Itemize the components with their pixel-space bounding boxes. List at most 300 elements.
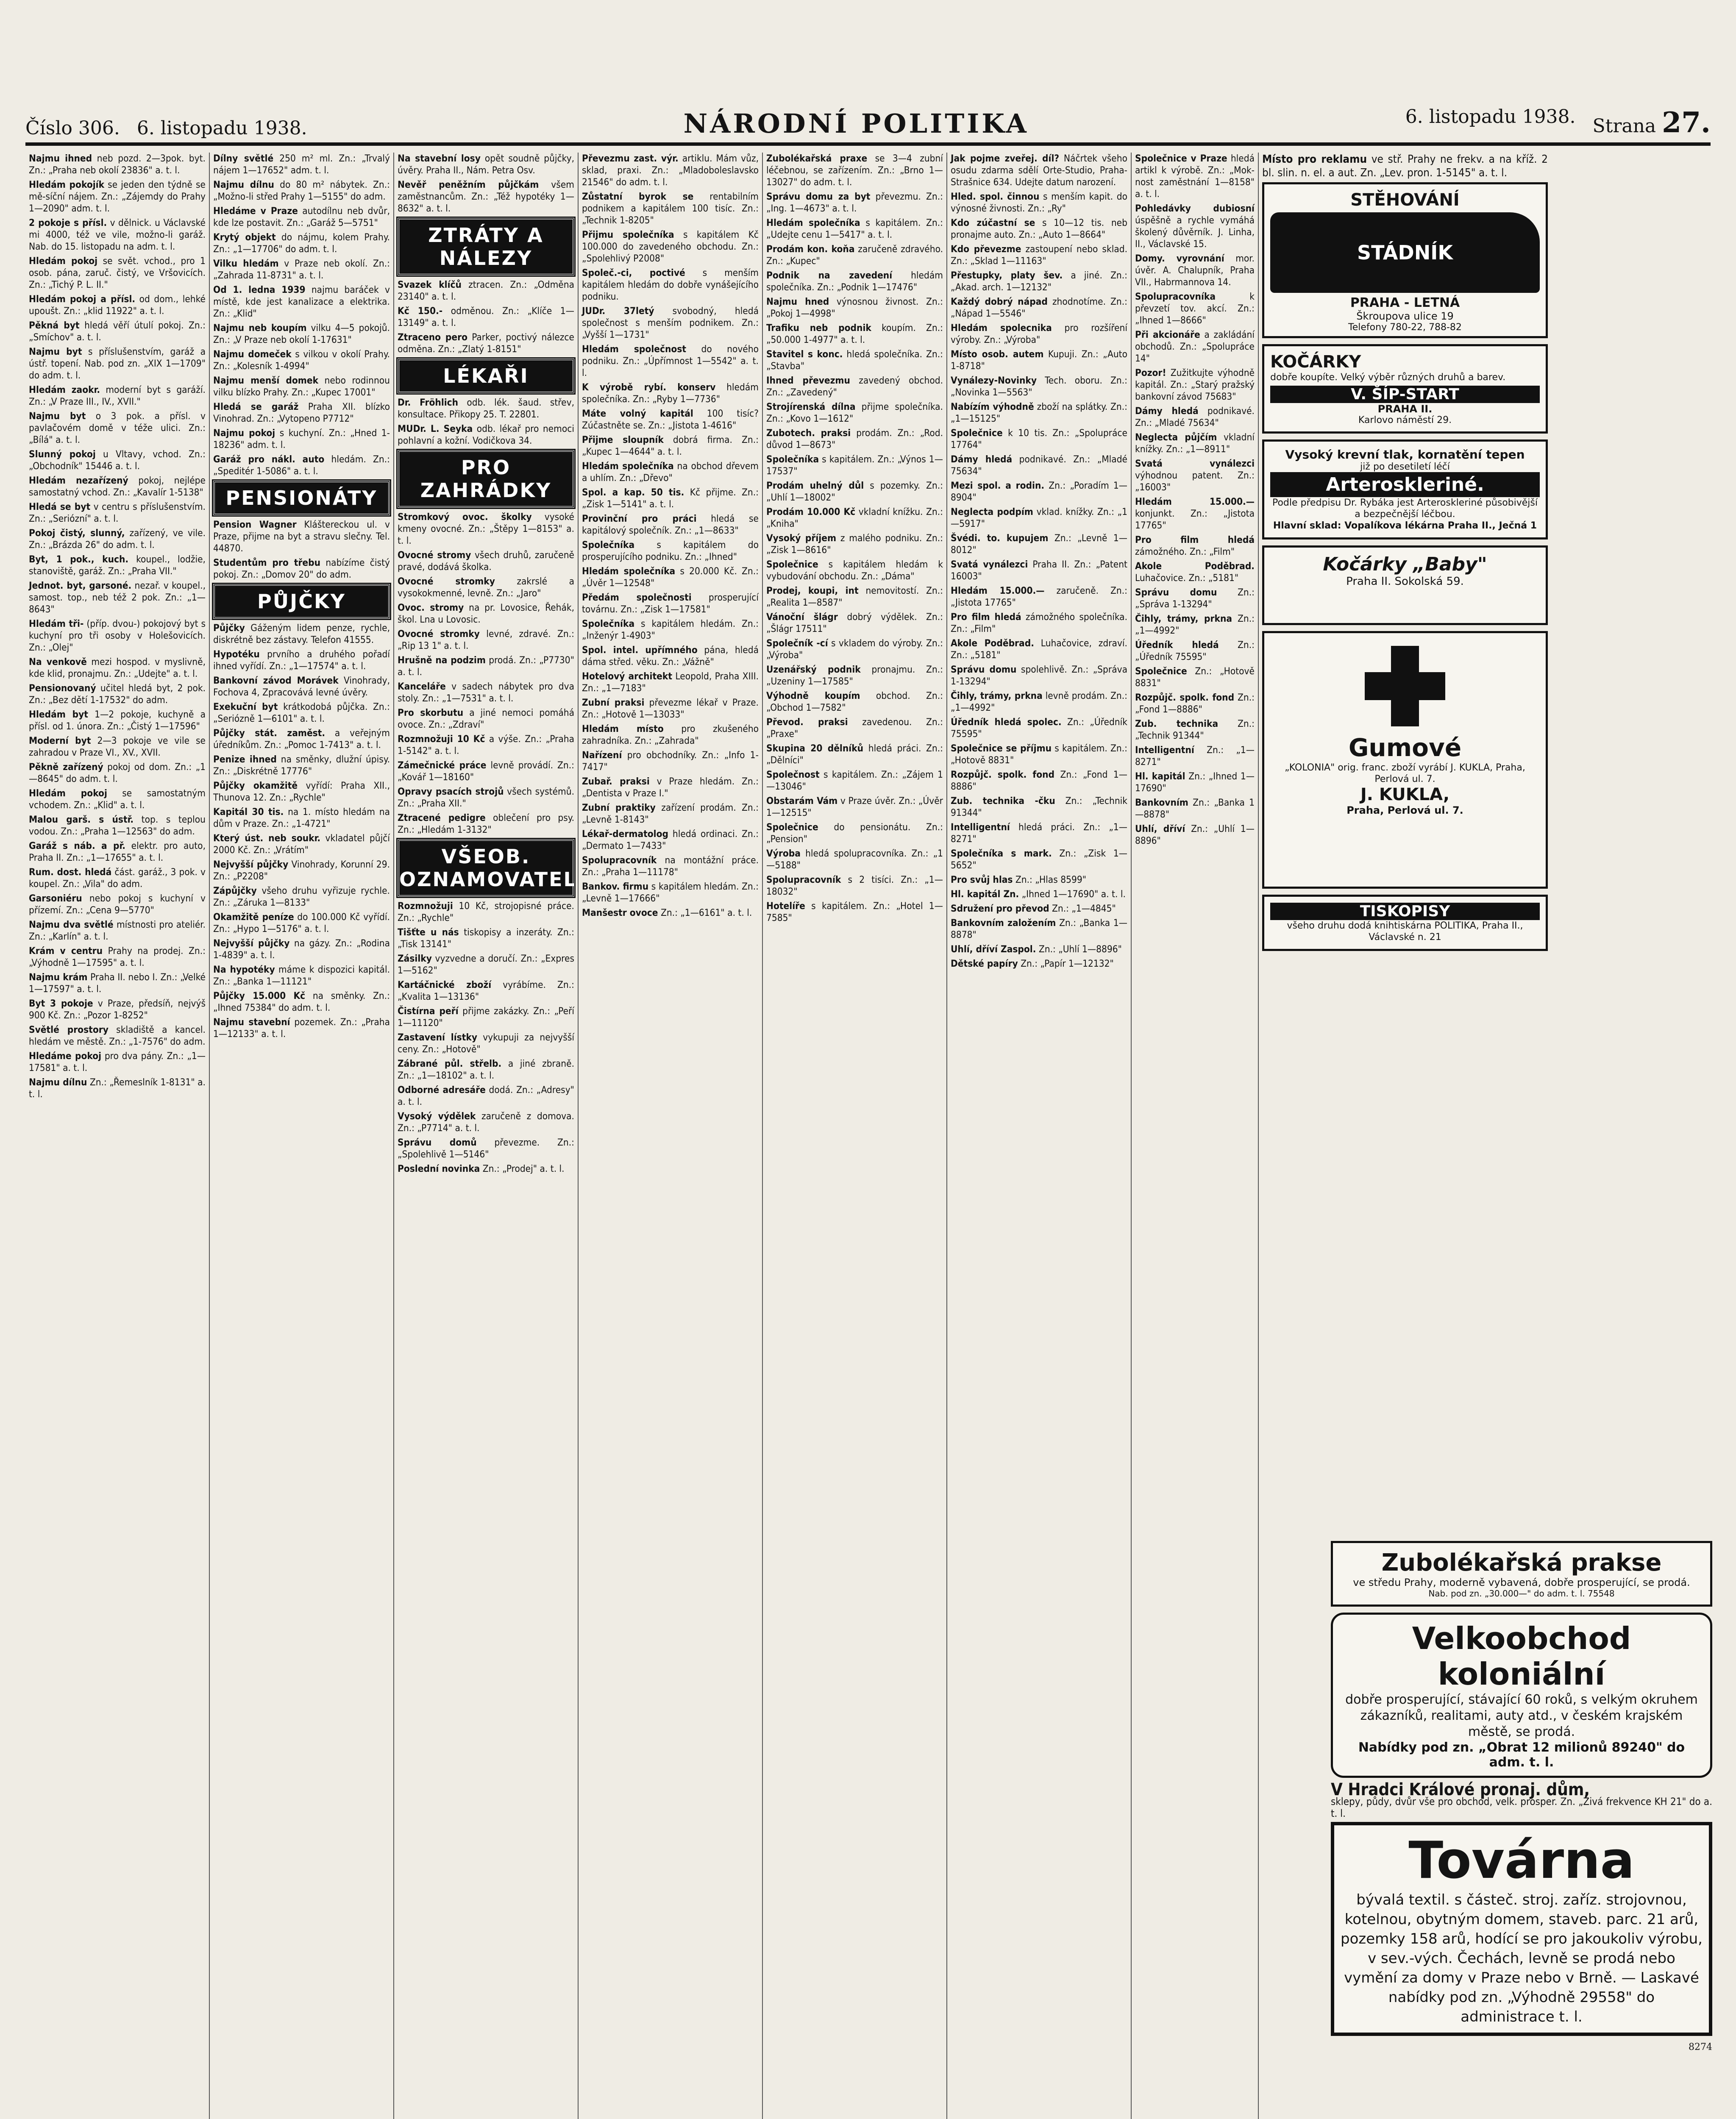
ad-text: Zn.: „Banka 1—8878" <box>951 918 1127 940</box>
ad-stehovani: STĚHOVÁNÍ STÁDNÍK PRAHA - LETNÁ Škroupova ulice 19 Telefony 780-22, 788-82 <box>1262 182 1548 338</box>
ad-text: Luhačovice, zdraví. Zn.: „5181" <box>951 638 1127 661</box>
classified-ad <box>213 806 390 830</box>
ad-headline: Společnice se příjmu <box>951 743 1052 754</box>
ad-headline: Společnost <box>766 769 820 780</box>
classified-ad <box>582 592 759 615</box>
classified-ad <box>398 1005 574 1029</box>
classified-ad <box>951 769 1127 793</box>
classified-ad <box>213 832 390 856</box>
ad-headline: Společnice <box>951 428 1003 439</box>
classified-ad <box>29 346 206 381</box>
ad-text: najmu baráček v místě, kde jest kanalizace a elektrika. Zn.: „Klid" <box>213 284 390 319</box>
ad-headline: Hledá se byt <box>29 501 91 512</box>
classified-ad <box>951 690 1127 714</box>
ad-headline: Hledám společníka <box>766 217 860 228</box>
classified-ad <box>1135 718 1255 742</box>
classified-ad <box>582 828 759 852</box>
classified-ad <box>951 958 1127 970</box>
ad-headline: Prodej, koupi, int <box>766 585 859 596</box>
classified-ad <box>213 1016 390 1040</box>
ad-headline: Bankov. firmu <box>582 881 649 892</box>
classified-ad <box>1135 665 1255 689</box>
ad-headline: Najmu hned <box>766 296 829 307</box>
classified-ad <box>398 926 574 950</box>
ad-text: Prahy na prodej. Zn.: „Výhodně 1—17595" a. t. l. <box>29 945 206 968</box>
classified-ad <box>398 279 574 303</box>
classified-ad <box>951 191 1127 214</box>
ad-text: dodá. Zn.: „Adresy" a. t. l. <box>398 1085 574 1107</box>
ad-text: a jiné. Zn.: „Akad. arch. 1—12132" <box>951 270 1128 293</box>
ad-text: převezme. Zn.: „Spolehlivě 1—5146" <box>398 1137 574 1160</box>
ad-text: do pensionátu. Zn.: „Pension" <box>766 822 943 845</box>
ad-headline: Akole Poděbrad. <box>951 638 1034 649</box>
classified-ad <box>29 893 206 916</box>
ad-text: s kapitálem hledám. Zn.: „Inženýr 1-4903" <box>582 618 759 641</box>
ad-text: odměnou. Zn.: „Klíče 1—13149" a. t. l. <box>398 306 575 328</box>
ad-headline: Byt 3 pokoje <box>29 998 93 1009</box>
classified-ad <box>398 1163 574 1175</box>
ad-text: vilku 4—5 pokojů. Zn.: „V Praze neb okolí 1-17631" <box>213 323 390 345</box>
ad-headline: Poslední novinka <box>398 1163 480 1174</box>
ad-text: na směnky, dlužní úpisy. Zn.: „Diskrétně 17776" <box>213 754 390 777</box>
ad-text: vkladní knížky. Zn.: „1—8911" <box>1135 432 1255 455</box>
classified-ad <box>213 375 390 398</box>
ad-headline: Zápůjčky <box>213 885 257 896</box>
ad-text: Zn.: „1—6161" a. t. l. <box>660 907 752 918</box>
ad-headline: Ztraceno pero <box>398 332 467 343</box>
ad-headline: Společníka <box>582 618 635 629</box>
issue-date-left: 6. listopadu 1938. <box>136 117 307 139</box>
ad-headline: Uhlí, dříví <box>1135 823 1185 834</box>
classified-ad <box>398 305 574 329</box>
ad-text: top. s teplou vodou. Zn.: „Praha 1—12563" do adm. <box>29 814 206 837</box>
classified-ad <box>582 618 759 642</box>
classified-ad <box>398 153 574 176</box>
ad-text: z malého podniku. Zn.: „Zisk 1—8616" <box>766 533 943 556</box>
ad-headline: Půjčky stát. zaměst. <box>213 728 326 739</box>
classified-ad <box>951 611 1127 635</box>
classified-ad <box>398 786 574 809</box>
section-heading: PENSIONÁTY <box>213 481 390 515</box>
ad-headline: Čistírna peří <box>398 1006 459 1017</box>
ad-headline: Kdo převezme <box>951 244 1021 255</box>
ad-headline: Pro skorbutu <box>398 707 464 718</box>
classified-ad <box>951 585 1127 609</box>
ad-text: pokoj, nejlépe samostatný vchod. Zn.: „Kavalír 1-5138" <box>29 475 206 498</box>
classified-ad <box>951 217 1127 241</box>
ad-text: zhodnotíme. Zn.: „Nápad 1—5546" <box>951 296 1127 319</box>
classified-ad <box>398 759 574 783</box>
ad-text: zařízení prodám. Zn.: „Levně 1-8143" <box>582 802 759 825</box>
classified-ad <box>951 637 1127 661</box>
classified-ad <box>398 681 574 704</box>
ad-text: s kapitálem hledám. Zn.: „Levně 1—17666" <box>582 881 759 904</box>
classified-ad <box>398 331 574 355</box>
ad-headline: Dr. Fröhlich <box>398 397 459 408</box>
classified-ad <box>29 1076 206 1100</box>
ad-headline: Světlé prostory <box>29 1024 108 1035</box>
ad-text: převezmu. Zn.: „Ing. 1—4673" a. t. l. <box>766 191 943 214</box>
ad-text: Zn.: „Technik 91344" <box>1135 718 1255 741</box>
ad-text: ztracen. Zn.: „Odměna 23140" a. t. l. <box>398 279 574 302</box>
ad-headline: Nevěř peněžním půjčkám <box>398 179 539 190</box>
classified-ad <box>582 229 759 264</box>
ad-text: hledá artikl k výrobě. Zn.: „Mok-nost zaměstnání 1—8158" a. t. l. <box>1135 153 1255 200</box>
ad-text: pro dva pány. Zn.: „1—17581" a. t. l. <box>29 1051 206 1073</box>
ad-headline: Dámy hledá <box>951 454 1013 465</box>
classified-ad <box>213 727 390 751</box>
ad-text: k 10 tis. Zn.: „Spolupráce 17764" <box>951 428 1127 450</box>
ad-headline: Zub. technika -čku <box>951 795 1055 806</box>
ad-text: Parker, poctivý nálezce odměna. Zn.: „Zlatý 1-8151" <box>398 332 575 355</box>
ad-text: vklad. knížky. Zn.: „1—5917" <box>951 506 1127 529</box>
ad-headline: Hledám nezařízený <box>29 475 128 486</box>
ad-text: tiskopisy a inzeráty. Zn.: „Tisk 13141" <box>398 927 574 950</box>
ad-text: vyrábíme. Zn.: „Kvalita 1—13136" <box>398 979 574 1002</box>
classified-ad <box>766 559 943 582</box>
ad-headline: Spol. a kap. 50 tis. <box>582 487 684 498</box>
ad-headline: Malou garš. s ústř. <box>29 814 134 825</box>
ad-headline: Který úst. neb soukr. <box>213 833 321 844</box>
ad-headline: Hledám společnost <box>582 344 687 355</box>
ad-headline: Půjčky 15.000 Kč <box>213 990 306 1001</box>
classified-ad <box>29 320 206 343</box>
classified-ad <box>766 401 943 425</box>
ad-text: u Vltavy, vchod. Zn.: „Obchodník" 15446 a. t. l. <box>29 449 206 472</box>
classified-ad <box>213 348 390 372</box>
classified-ad <box>766 153 943 188</box>
ad-headline: Pro film hledá <box>951 612 1021 623</box>
ad-text: vyzvedne a doručí. Zn.: „Expres 1—5162" <box>398 953 574 976</box>
ad-headline: Úředník hledá spolec. <box>951 717 1062 728</box>
classified-ad <box>582 644 759 668</box>
classified-ad <box>951 917 1127 941</box>
ad-headline: Jednot. byt, garsoné. <box>29 580 132 591</box>
classified-ad <box>398 979 574 1003</box>
classified-ad <box>951 243 1127 267</box>
ad-text: Zn.: „Prodej" a. t. l. <box>482 1163 565 1174</box>
classified-ad <box>766 900 943 924</box>
classified-ad <box>766 742 943 766</box>
ad-text: mezi hospod. v myslivně, kde klid, pronajmu. Zn.: „Udejte" a. t. l. <box>29 656 206 679</box>
ad-text: na gázy. Zn.: „Rodina 1-4839" a. t. l. <box>213 938 390 961</box>
ad-headline: Hrušně na podzim <box>398 655 486 666</box>
ad-text: vykupuji za nejvyšší ceny. Zn.: „Hotově" <box>398 1032 575 1055</box>
ad-headline: Pěkná byt <box>29 320 80 331</box>
classified-ad <box>398 423 574 447</box>
page-number: Strana 27. <box>1592 106 1711 139</box>
classified-ad <box>582 881 759 904</box>
classified-ad <box>951 322 1127 346</box>
classified-ad <box>1135 291 1255 326</box>
ad-headline: Rozpůjč. spolk. fond <box>1135 692 1235 703</box>
ad-text: s 20.000 Kč. Zn.: „Úvěr 1—12548" <box>582 566 759 589</box>
ad-text: k převzetí tov. akcí. Zn.: „Ihned 1—8666" <box>1135 291 1255 326</box>
classified-ad <box>1135 405 1255 429</box>
ad-headline: JUDr. 37letý <box>582 306 654 317</box>
ad-gumove: Gumové „KOLONIA" orig. franc. zboží vyrábí J. KUKLA, Praha, Perlová ul. 7. J. KUKLA, Praha, Perlová ul. 7. <box>1262 631 1548 889</box>
classified-ad <box>213 153 390 176</box>
ad-text: pro rozšíření výroby. Zn.: „Výroba" <box>951 323 1127 345</box>
classified-ad <box>29 410 206 446</box>
ad-text: pána, hledá dáma střed. věku. Zn.: „Vážně" <box>582 645 759 667</box>
ad-headline: Společnice v Praze <box>1135 153 1227 164</box>
ad-text: hledá ordinaci. Zn.: „Dermato 1—7433" <box>582 829 759 851</box>
classified-ad <box>1135 534 1255 558</box>
ad-text: v centru s příslušenstvím. Zn.: „Seriózní" a. t. l. <box>29 501 206 524</box>
classified-ad <box>582 907 759 919</box>
ad-text: úspěšně a rychle vymáhá školený důvěrník. J. Linha, II., Václavské 15. <box>1135 215 1255 250</box>
ad-headline: Rozmnožuji 10 Kč <box>398 734 485 745</box>
section-heading: PŮJČKY <box>213 584 390 619</box>
ad-headline: Spolupracovník <box>582 855 657 866</box>
ad-headline: Pensionovaný <box>29 683 96 694</box>
ad-text: nebo pokoj s kuchyní v přízemí. Zn.: „Cena 9—5770" <box>29 893 206 916</box>
ad-headline: Studentům pro třebu <box>213 557 321 568</box>
ad-headline: Garáž s náb. a př. <box>29 840 125 851</box>
ad-text: a jiné zbraně. Zn.: „1—18102" a. t. l. <box>398 1058 574 1081</box>
ad-text: opět soudně půjčky, úvěry. Praha II., Nám. Petra Osv. <box>398 153 575 176</box>
ad-headline: Ovocné stromky <box>398 576 495 587</box>
ad-text: hledá se kapitálový společník. Zn.: „1—8633" <box>582 513 759 536</box>
classified-ad <box>766 296 943 320</box>
ad-text: v dělnick. u Václavské mi 4000, též ve vile, možno-li garáž. Nab. do 15. listopadu na adm. t. l. <box>29 217 206 252</box>
ad-headline: Pěkně zařízený <box>29 762 103 773</box>
ad-text: Zn.: „1—4992" <box>1135 613 1255 636</box>
ad-headline: Zubní praktiky <box>582 802 656 813</box>
classified-ad <box>951 742 1127 766</box>
ad-text: výnosnou živnost. Zn.: „Pokoj 1—4998" <box>766 296 943 319</box>
classified-ad <box>582 670 759 694</box>
ad-text: vyřídí: Praha XII., Thunova 12. Zn.: „Rychle" <box>213 780 390 803</box>
ad-text: s kapitálem. Zn.: „Udejte cenu 1—5417" a. t. l. <box>766 217 943 240</box>
classified-ad <box>951 716 1127 740</box>
ad-headline: Nařízení <box>582 750 622 761</box>
classified-ad <box>398 397 574 420</box>
ad-headline: Manšestr ovoce <box>582 907 658 918</box>
ad-text: přijme zakázky. Zn.: „Peří 1—11120" <box>398 1006 574 1029</box>
ad-text: neb pozd. 2—3pok. byt. Zn.: „Praha neb okolí 23836" a. t. l. <box>29 153 206 176</box>
classified-ad <box>213 258 390 281</box>
ad-headline: Čihly, trámy, prkna <box>951 690 1043 701</box>
ad-text: se 3—4 zubní léčebnou, se zařízením. Zn.: „Brno 1—13027" do adm. t. l. <box>766 153 943 188</box>
classified-ad <box>766 480 943 503</box>
ad-text: Zn.: „Hotově 8831" <box>1135 666 1255 689</box>
ad-headline: Švédi. to. kupujem <box>951 533 1049 544</box>
ad-text: Zn.: „Papír 1—12132" <box>1021 958 1114 969</box>
classified-ad <box>582 305 759 341</box>
classified-ad <box>582 267 759 303</box>
ad-text: o 3 pok. a přísl. v pavlačovém domě v téže ulici. Zn.: „Bílá" a. t. l. <box>29 411 206 445</box>
classified-ad <box>29 553 206 577</box>
classified-ad <box>29 384 206 408</box>
ad-headline: Společ.-ci, poctivé <box>582 267 685 278</box>
ad-text: v Praze, předsíň, nejvýš 900 Kč. Zn.: „Pozor 1-8252" <box>29 998 206 1021</box>
classified-ad <box>29 656 206 680</box>
ad-headline: Zásilky <box>398 953 432 964</box>
ad-arterosklerine: Vysoký krevní tlak, kornatění tepen již po desetiletí léčí Arteroskleriné. Podle předpisu Dr. Rybáka jest Arteroskleriné působivější a bezpečnější léčbou. Hlavní sklad: Vopalíkova lékárna Praha II., Ječná 1 <box>1262 439 1548 539</box>
classified-ad <box>213 859 390 882</box>
classified-ad <box>29 998 206 1021</box>
classified-ad <box>766 769 943 793</box>
ad-text: zaručeně zdravého. Zn.: „Kupec" <box>766 244 943 267</box>
ad-text: konjunkt. Zn.: „Jistota 17765" <box>1135 508 1255 531</box>
classified-ad <box>213 453 390 477</box>
ad-text: zámožného společníka. Zn.: „Film" <box>951 612 1127 634</box>
ad-headline: Kanceláře <box>398 681 446 692</box>
ad-text: všeho druhu vyřizuje rychle. Zn.: „Záruka 1—8133" <box>213 885 390 908</box>
cross-icon <box>1365 646 1445 726</box>
ad-headline: Zubolékařská praxe <box>766 153 868 164</box>
ad-text: Kč přijme. Zn.: „Zisk 1—5141" a. t. l. <box>582 487 759 510</box>
ad-text: podnikavé. Zn.: „Mladé 75634" <box>951 454 1128 477</box>
ad-zubolekarska: Zubolékařská prakse ve středu Prahy, moderně vybavená, dobře prosperující, se prodá. Nab. pod zn. „30.000—" do adm. t. l. 75548 <box>1331 1541 1712 1607</box>
ad-headline: Najmu ihned <box>29 153 92 164</box>
classified-ad <box>213 885 390 909</box>
classified-ad <box>213 701 390 725</box>
ad-headline: Penize ihned <box>213 754 277 765</box>
ad-headline: Společník -cí <box>766 638 828 649</box>
ad-headline: Správu domu <box>951 664 1017 675</box>
ad-headline: Kapitál 30 tis. <box>213 806 284 818</box>
ad-tiskopisy: TISKOPISY všeho druhu dodá knihtiskárna POLITIKA, Praha II., Václavské n. 21 <box>1262 895 1548 951</box>
ad-text: levné, zdravé. Zn.: „Rip 13 1" a. t. l. <box>398 628 575 651</box>
ad-headline: Hledám pokoj a přísl. <box>29 294 136 305</box>
ad-headline: Pro film hledá <box>1135 534 1255 545</box>
classified-ad <box>766 453 943 477</box>
classified-ad <box>213 401 390 425</box>
issue-number: Číslo 306. <box>25 117 120 139</box>
ad-text: odb. lék. šaud. střev, konsultace. Přikopy 25. T. 22801. <box>398 397 574 420</box>
ad-text: 2—3 pokoje ve vile se zahradou v Praze VI., XV., XVII. <box>29 735 206 758</box>
classified-ad <box>582 749 759 773</box>
ad-headline: Čihly, trámy, prkna <box>1135 613 1232 624</box>
ad-headline: Hledám spolecnika <box>951 323 1052 334</box>
classified-ad <box>951 848 1127 871</box>
ad-headline: Prodám kon. koňa <box>766 244 855 255</box>
ad-headline: Dětské papíry <box>951 958 1018 969</box>
ad-headline: Spolupracovník <box>766 874 841 885</box>
ad-text: na montážní práce. Zn.: „Praha 1—11178" <box>582 855 759 878</box>
page-header <box>25 106 1711 146</box>
ad-text: Tech. oboru. Zn.: „Novinka 1—5563" <box>951 375 1127 398</box>
ad-text: Zn.: „Úředník 75595" <box>1135 640 1255 662</box>
ad-headline: Správu domu <box>1135 587 1217 598</box>
ad-headline: Okamžitě peníze <box>213 912 294 923</box>
ad-headline: Moderní byt <box>29 735 91 746</box>
ad-text: pozemek. Zn.: „Praha 1—12133" a. t. l. <box>213 1017 390 1040</box>
ad-text: hledám společníka. Zn.: „Podnik 1—17476" <box>766 270 943 293</box>
ad-text: artiklu. Mám vůz, sklad, praxi. Zn.: „Mladoboleslavsko 21546" do adm. t. l. <box>582 153 759 188</box>
classified-ad <box>951 480 1127 503</box>
ad-text: Vinohrady, Korunní 29. Zn.: „P2208" <box>213 859 390 882</box>
classified-ad <box>1135 203 1255 250</box>
ad-text: hledá věří útulí pokoj. Zn.: „Smíchov" a. t. l. <box>29 320 206 343</box>
ad-headline: Společníka <box>582 539 635 551</box>
classified-ad <box>398 576 574 599</box>
classified-ad <box>951 943 1127 955</box>
ad-text: na obchod dřevem a uhlím. Zn.: „Dřevo" <box>582 461 759 484</box>
ad-headline: Hl. kapitál <box>1135 771 1185 782</box>
ad-headline: Hledám 15.000.— <box>1135 496 1255 507</box>
classified-ad <box>766 637 943 661</box>
ad-text: Zn.: „Fond 1—8886" <box>1135 692 1255 715</box>
ad-headline: Najmu domeček <box>213 349 292 360</box>
classified-ad <box>766 375 943 398</box>
ad-headline: Bankovním <box>1135 797 1188 808</box>
ad-text: prosperující továrnu. Zn.: „Zisk 1—17581" <box>582 592 759 615</box>
ad-text: Vinohrady, Fochova 4, Zpracovává levné úvěry. <box>213 675 390 698</box>
ad-text: část. garáž., 3 pok. v koupel. Zn.: „Vila" do adm. <box>29 867 206 890</box>
classified-ad <box>213 648 390 672</box>
ad-headline: Skupina 20 dělníků <box>766 743 864 754</box>
ad-text: Zn.: „Technik 91344" <box>951 795 1127 818</box>
ad-text: Zn.: „1—4845" <box>1052 903 1116 914</box>
ad-text: Praha II. nebo I. Zn.: „Velké 1—17597" a. t. l. <box>29 972 206 995</box>
ad-headline: Pozor! <box>1135 367 1166 378</box>
ad-text: zavedený obchod. Zn.: „Zavedený" <box>766 375 943 398</box>
ad-text: moderní byt s garáží. Zn.: „V Praze III., IV., XVII." <box>29 384 206 407</box>
classified-ad <box>1135 823 1255 847</box>
ad-text: Praha II. Zn.: „Patent 16003" <box>951 559 1127 582</box>
ad-headline: Hledáme v Praze <box>213 206 298 217</box>
ad-headline: Garáž pro nákl. auto <box>213 454 325 465</box>
classified-ad <box>766 716 943 740</box>
classified-ad <box>582 153 759 188</box>
ad-text: 100 tisíc? Zúčastněte se. Zn.: „Jistota 1-4616" <box>582 408 759 431</box>
ad-text: všech systémů. Zn.: „Praha XII." <box>398 786 575 809</box>
classified-ad <box>398 602 574 626</box>
classified-ad <box>766 427 943 451</box>
classified-ad <box>29 1024 206 1048</box>
ad-headline: Garsoniéru <box>29 893 82 904</box>
ad-text: elektr. pro auto, Praha II. Zn.: „1—17655" a. t. l. <box>29 840 206 863</box>
ad-text: zakrslé a vysokokmenné, levně. Zn.: „Jaro" <box>398 576 574 599</box>
classified-ad <box>766 532 943 556</box>
ad-headline: Místo osob. autem <box>951 349 1044 360</box>
ad-text: oblečení pro psy. Zn.: „Hledám 1-3132" <box>398 812 574 835</box>
ad-text: v Praze neb okolí. Zn.: „Zahrada 11-8731" a. t. l. <box>213 258 390 281</box>
ad-text: s 10—12 tis. neb pronajme auto. Zn.: „Auto 1—8664" <box>951 217 1127 240</box>
ad-headline: Společníka <box>766 454 819 465</box>
classified-ad <box>766 243 943 267</box>
ad-headline: Kč 150.- <box>398 306 443 317</box>
ad-headline: Stavitel s konc. <box>766 349 843 360</box>
classified-ad <box>1135 797 1255 820</box>
ad-text: vkladní knížku. Zn.: „Kniha" <box>766 506 943 529</box>
classified-ad <box>951 874 1127 886</box>
classified-ad <box>213 780 390 804</box>
classified-ad <box>398 1032 574 1055</box>
ad-text: od dom., lehké upoušt. Zn.: „klid 11922" a. t. l. <box>29 294 206 317</box>
ad-headline: Provinční pro práci <box>582 513 697 524</box>
ad-headline: Akole Poděbrad. <box>1135 561 1255 572</box>
classified-ad <box>398 812 574 836</box>
ad-headline: Intelligentní <box>951 822 1010 833</box>
classified-ad <box>398 179 574 214</box>
classified-ad <box>29 814 206 837</box>
ad-text: s kapitálem. Zn.: „Hotově 8831" <box>951 743 1128 766</box>
classified-ad <box>213 964 390 987</box>
ad-headline: Najmu krám <box>29 972 88 983</box>
column-3 <box>394 153 579 2119</box>
ad-text: Zn.: „Úředník 75595" <box>951 717 1127 740</box>
ad-text: Kláštereckou ul. v Praze, přijme na byt a stravu slečny. Tel. 44870. <box>213 519 390 554</box>
ad-headline: Dílny světlé <box>213 153 274 164</box>
ad-headline: K výrobě rybí. konserv <box>582 382 716 393</box>
classified-ad <box>398 654 574 678</box>
ad-headline: Správu domu za byt <box>766 191 871 202</box>
